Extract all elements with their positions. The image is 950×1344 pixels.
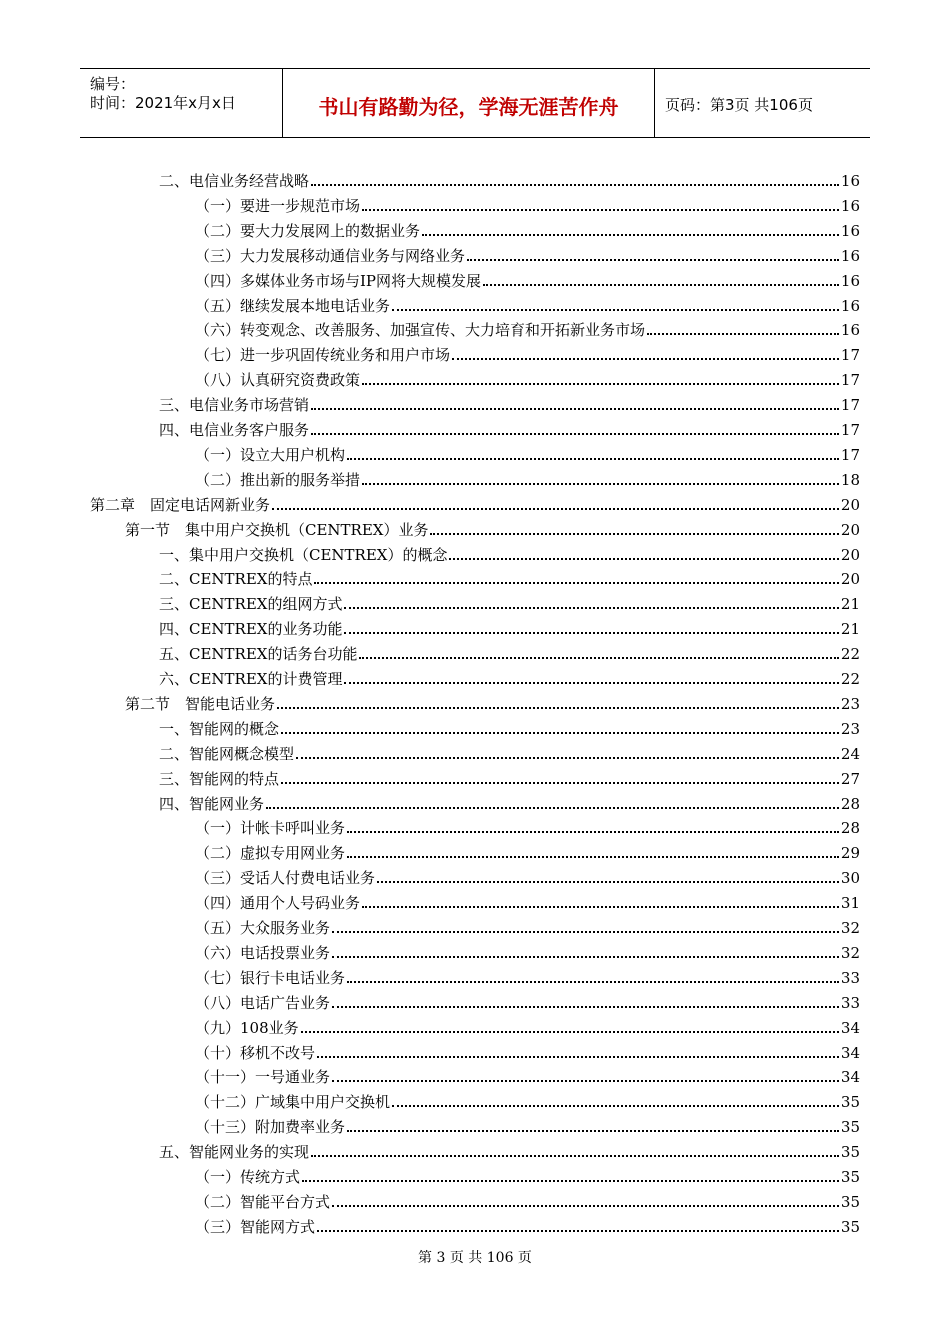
toc-entry-page-number: 16 (840, 297, 860, 315)
toc-leader-dots (362, 209, 839, 211)
toc-entry-title: （三）智能网方式 (195, 1218, 316, 1236)
toc-entry[interactable] (195, 294, 860, 316)
toc-entry-title: （八）认真研究资费政策 (195, 371, 361, 389)
toc-entry[interactable] (195, 991, 860, 1013)
toc-entry[interactable] (195, 368, 860, 390)
toc-entry-title: （一）设立大用户机构 (195, 446, 346, 464)
toc-entry-page-number: 35 (840, 1193, 860, 1211)
toc-entry-title: （一）计帐卡呼叫业务 (195, 819, 346, 837)
toc-leader-dots (314, 582, 838, 584)
toc-leader-dots (332, 1006, 839, 1008)
toc-entry-title: 第二节 智能电话业务 (125, 695, 276, 713)
toc-entry-title: 第一节 集中用户交换机（CENTREX）业务 (125, 521, 429, 539)
toc-leader-dots (347, 856, 839, 858)
toc-entry[interactable] (159, 1140, 860, 1162)
toc-entry[interactable] (195, 244, 860, 266)
toc-entry[interactable] (159, 717, 860, 739)
toc-entry-page-number: 30 (840, 869, 860, 887)
toc-entry-page-number: 22 (840, 645, 860, 663)
toc-entry-title: 四、智能网业务 (159, 795, 265, 813)
toc-entry-page-number: 16 (840, 172, 860, 190)
toc-leader-dots (452, 358, 839, 360)
toc-entry[interactable] (195, 1190, 860, 1212)
toc-leader-dots (332, 1080, 839, 1082)
toc-leader-dots (392, 1105, 839, 1107)
toc-entry-title: 三、电信业务市场营销 (159, 396, 310, 414)
toc-leader-dots (317, 1230, 839, 1232)
toc-leader-dots (332, 956, 839, 958)
toc-entry-page-number: 35 (840, 1218, 860, 1236)
header-slogan: 书山有路勤为径，学海无涯苦作舟 (318, 95, 619, 119)
toc-leader-dots (302, 1180, 839, 1182)
document-number-label: 编号： (90, 75, 136, 93)
toc-leader-dots (266, 807, 839, 809)
toc-entry[interactable] (195, 343, 860, 365)
toc-leader-dots (362, 383, 839, 385)
toc-leader-dots (430, 533, 838, 535)
toc-entry-page-number: 20 (840, 570, 860, 588)
toc-leader-dots (449, 558, 838, 560)
toc-entry-title: 五、CENTREX的话务台功能 (159, 645, 358, 663)
toc-entry-page-number: 32 (840, 944, 860, 962)
toc-entry[interactable] (195, 841, 860, 863)
toc-entry-title: （二）要大力发展网上的数据业务 (195, 222, 421, 240)
toc-entry-page-number: 16 (840, 222, 860, 240)
toc-entry[interactable] (159, 567, 860, 589)
toc-leader-dots (377, 881, 839, 883)
toc-entry[interactable] (159, 667, 860, 689)
toc-entry-page-number: 17 (840, 446, 860, 464)
toc-leader-dots (483, 284, 839, 286)
toc-leader-dots (301, 1031, 839, 1033)
toc-entry[interactable] (159, 642, 860, 664)
toc-leader-dots (344, 607, 838, 609)
toc-entry-title: （九）108业务 (195, 1019, 299, 1037)
toc-entry[interactable] (159, 742, 860, 764)
toc-entry-page-number: 22 (840, 670, 860, 688)
toc-leader-dots (362, 906, 839, 908)
toc-leader-dots (317, 1056, 839, 1058)
toc-leader-dots (332, 1205, 839, 1207)
toc-entry[interactable] (195, 1041, 860, 1063)
toc-entry[interactable] (90, 493, 860, 515)
toc-entry-title: （六）电话投票业务 (195, 944, 331, 962)
toc-leader-dots (422, 234, 839, 236)
toc-entry[interactable] (159, 418, 860, 440)
header-page-cell (655, 69, 870, 137)
toc-entry[interactable] (125, 518, 860, 540)
toc-leader-dots (344, 682, 838, 684)
toc-entry-title: （一）要进一步规范市场 (195, 197, 361, 215)
toc-entry[interactable] (195, 1115, 860, 1137)
toc-entry-page-number: 17 (840, 421, 860, 439)
toc-entry-title: 三、CENTREX的组网方式 (159, 595, 343, 613)
toc-leader-dots (344, 632, 838, 634)
toc-entry[interactable] (195, 443, 860, 465)
toc-entry-title: （十一）一号通业务 (195, 1068, 331, 1086)
toc-leader-dots (347, 458, 839, 460)
page-header (80, 68, 870, 138)
toc-leader-dots (647, 333, 839, 335)
toc-entry-title: （五）大众服务业务 (195, 919, 331, 937)
toc-entry[interactable] (195, 219, 860, 241)
toc-entry[interactable] (195, 269, 860, 291)
toc-entry-title: （二）智能平台方式 (195, 1193, 331, 1211)
toc-entry[interactable] (195, 1090, 860, 1112)
toc-entry-page-number: 23 (840, 720, 860, 738)
toc-entry-page-number: 21 (840, 620, 860, 638)
toc-leader-dots (347, 831, 839, 833)
toc-entry-page-number: 17 (840, 371, 860, 389)
toc-entry[interactable] (159, 169, 860, 191)
toc-leader-dots (362, 483, 839, 485)
toc-leader-dots (347, 1130, 839, 1132)
toc-leader-dots (281, 782, 839, 784)
toc-leader-dots (347, 981, 839, 983)
toc-entry[interactable] (195, 866, 860, 888)
page-footer: 第 3 页 共 106 页 (418, 1250, 532, 1266)
toc-entry-title: （三）大力发展移动通信业务与网络业务 (195, 247, 466, 265)
toc-entry-page-number: 20 (840, 521, 860, 539)
toc-entry[interactable] (159, 393, 860, 415)
toc-entry-page-number: 34 (840, 1019, 860, 1037)
toc-entry-page-number: 21 (840, 595, 860, 613)
toc-entry[interactable] (195, 941, 860, 963)
toc-entry[interactable] (159, 543, 860, 565)
header-slogan-cell (283, 69, 655, 137)
toc-entry[interactable] (159, 767, 860, 789)
toc-entry[interactable] (195, 468, 860, 490)
toc-leader-dots (332, 931, 839, 933)
toc-entry-title: （四）多媒体业务市场与IP网将大规模发展 (195, 272, 482, 290)
toc-entry[interactable] (159, 792, 860, 814)
toc-entry-title: 六、CENTREX的计费管理 (159, 670, 343, 688)
toc-entry-title: （三）受话人付费电话业务 (195, 869, 376, 887)
toc-leader-dots (311, 184, 839, 186)
toc-entry-page-number: 16 (840, 272, 860, 290)
toc-entry-title: （五）继续发展本地电话业务 (195, 297, 391, 315)
toc-entry-title: （二）推出新的服务举措 (195, 471, 361, 489)
toc-entry[interactable] (195, 916, 860, 938)
toc-leader-dots (311, 1155, 839, 1157)
toc-entry-title: 四、CENTREX的业务功能 (159, 620, 343, 638)
toc-entry[interactable] (195, 1016, 860, 1038)
toc-entry-page-number: 33 (840, 994, 860, 1012)
toc-entry-title: 三、智能网的特点 (159, 770, 280, 788)
toc-entry-title: （二）虚拟专用网业务 (195, 844, 346, 862)
toc-entry-title: 第二章 固定电话网新业务 (90, 496, 271, 514)
toc-entry-title: （十）移机不改号 (195, 1044, 316, 1062)
toc-leader-dots (467, 259, 839, 261)
toc-entry-page-number: 20 (840, 496, 860, 514)
document-date-label: 时间：2021年x月x日 (90, 94, 236, 112)
toc-entry-page-number: 16 (840, 197, 860, 215)
toc-entry-title: 二、电信业务经营战略 (159, 172, 310, 190)
toc-leader-dots (296, 757, 839, 759)
toc-entry-title: 一、智能网的概念 (159, 720, 280, 738)
toc-entry-page-number: 33 (840, 969, 860, 987)
toc-entry-page-number: 17 (840, 346, 860, 364)
toc-entry[interactable] (159, 617, 860, 639)
toc-entry-page-number: 28 (840, 795, 860, 813)
toc-entry[interactable] (195, 966, 860, 988)
toc-entry-page-number: 35 (840, 1168, 860, 1186)
toc-entry-title: （六）转变观念、改善服务、加强宣传、大力培育和开拓新业务市场 (195, 321, 646, 339)
toc-entry-page-number: 16 (840, 247, 860, 265)
header-meta-cell (80, 69, 283, 137)
toc-entry-page-number: 17 (840, 396, 860, 414)
toc-entry[interactable] (195, 194, 860, 216)
toc-entry[interactable] (195, 1165, 860, 1187)
toc-entry-page-number: 18 (840, 471, 860, 489)
toc-entry[interactable] (125, 692, 860, 714)
toc-entry-title: （十三）附加费率业务 (195, 1118, 346, 1136)
toc-entry-title: （十二）广域集中用户交换机 (195, 1093, 391, 1111)
toc-entry-title: （七）进一步巩固传统业务和用户市场 (195, 346, 451, 364)
toc-leader-dots (277, 707, 839, 709)
toc-entry-title: （四）通用个人号码业务 (195, 894, 361, 912)
toc-leader-dots (272, 508, 839, 510)
toc-leader-dots (311, 433, 839, 435)
toc-entry[interactable] (159, 592, 860, 614)
toc-entry-title: 五、智能网业务的实现 (159, 1143, 310, 1161)
toc-entry-page-number: 20 (840, 546, 860, 564)
toc-leader-dots (392, 309, 839, 311)
toc-entry-page-number: 24 (840, 745, 860, 763)
toc-entry-title: 四、电信业务客户服务 (159, 421, 310, 439)
toc-entry-title: 二、智能网概念模型 (159, 745, 295, 763)
toc-entry[interactable] (195, 891, 860, 913)
toc-entry-title: 二、CENTREX的特点 (159, 570, 313, 588)
toc-leader-dots (281, 732, 839, 734)
toc-leader-dots (311, 408, 839, 410)
header-page-info: 页码：第3页 共106页 (665, 96, 813, 114)
toc-entry[interactable] (195, 816, 860, 838)
toc-entry-page-number: 35 (840, 1093, 860, 1111)
toc-entry-page-number: 29 (840, 844, 860, 862)
toc-entry[interactable] (195, 1065, 860, 1087)
toc-entry-title: （一）传统方式 (195, 1168, 301, 1186)
toc-entry-title: 一、集中用户交换机（CENTREX）的概念 (159, 546, 448, 564)
toc-entry-title: （七）银行卡电话业务 (195, 969, 346, 987)
toc-entry-page-number: 28 (840, 819, 860, 837)
toc-entry-page-number: 31 (840, 894, 860, 912)
toc-leader-dots (359, 657, 838, 659)
toc-entry-page-number: 32 (840, 919, 860, 937)
toc-entry[interactable] (195, 1215, 860, 1237)
toc-entry-page-number: 35 (840, 1143, 860, 1161)
toc-entry[interactable] (195, 318, 860, 340)
toc-entry-page-number: 27 (840, 770, 860, 788)
toc-entry-page-number: 16 (840, 321, 860, 339)
toc-entry-page-number: 34 (840, 1068, 860, 1086)
toc-entry-page-number: 35 (840, 1118, 860, 1136)
toc-entry-title: （八）电话广告业务 (195, 994, 331, 1012)
toc-entry-page-number: 23 (840, 695, 860, 713)
toc-entry-page-number: 34 (840, 1044, 860, 1062)
